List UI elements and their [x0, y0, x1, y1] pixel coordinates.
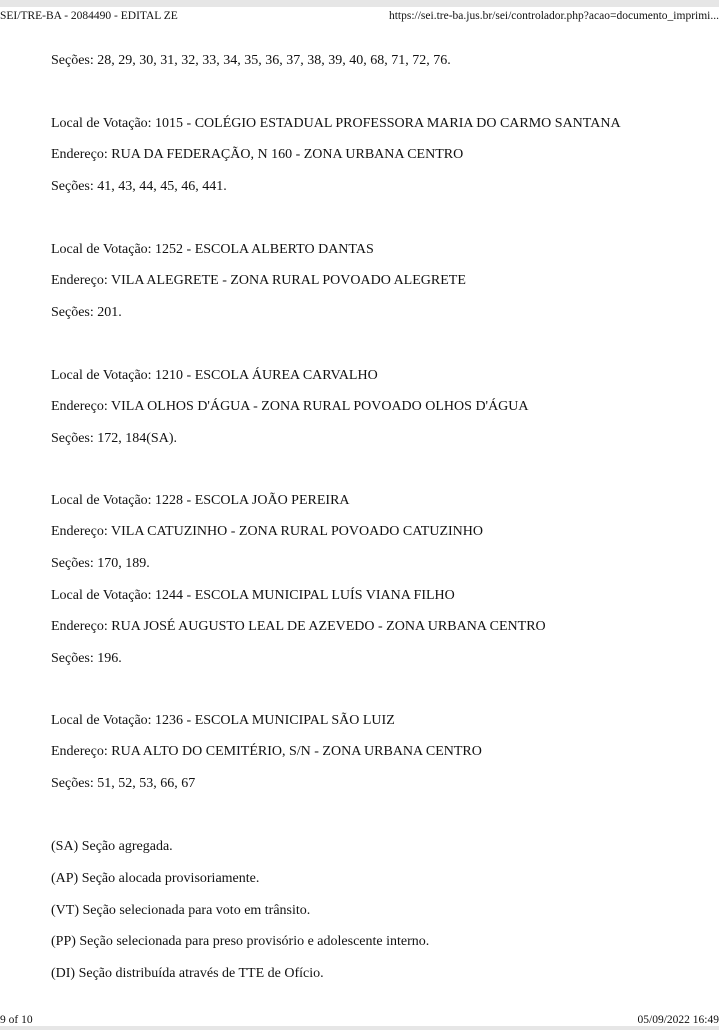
voting-location-line: Local de Votação: 1210 - ESCOLA ÁUREA CARVALHO: [51, 368, 378, 383]
voting-location-line: Local de Votação: 1252 - ESCOLA ALBERTO DANTAS: [51, 242, 374, 257]
sections-line: Seções: 41, 43, 44, 45, 46, 441.: [51, 179, 227, 194]
sections-line: Seções: 196.: [51, 651, 122, 666]
address-line: Endereço: VILA OLHOS D'ÁGUA - ZONA RURAL POVOADO OLHOS D'ÁGUA: [51, 399, 529, 414]
address-line: Endereço: RUA ALTO DO CEMITÉRIO, S/N - ZONA URBANA CENTRO: [51, 744, 482, 759]
address-line: Endereço: VILA ALEGRETE - ZONA RURAL POVOADO ALEGRETE: [51, 273, 466, 288]
legend-item: (VT) Seção selecionada para voto em trânsito.: [51, 903, 311, 918]
legend-item: (AP) Seção alocada provisoriamente.: [51, 871, 260, 886]
sections-line: Seções: 201.: [51, 305, 122, 320]
voting-location-line: Local de Votação: 1236 - ESCOLA MUNICIPAL SÃO LUIZ: [51, 713, 395, 728]
address-line: Endereço: RUA JOSÉ AUGUSTO LEAL DE AZEVEDO - ZONA URBANA CENTRO: [51, 619, 546, 634]
document-title: SEI/TRE-BA - 2084490 - EDITAL ZE: [0, 10, 178, 22]
legend-item: (PP) Seção selecionada para preso provisório e adolescente interno.: [51, 934, 430, 949]
voting-location-line: Local de Votação: 1228 - ESCOLA JOÃO PEREIRA: [51, 493, 350, 508]
sections-line: Seções: 28, 29, 30, 31, 32, 33, 34, 35, 36, 37, 38, 39, 40, 68, 71, 72, 76.: [51, 53, 451, 68]
print-header-bar: [0, 0, 719, 7]
voting-location-line: Local de Votação: 1244 - ESCOLA MUNICIPAL LUÍS VIANA FILHO: [51, 588, 455, 603]
print-footer-bar: [0, 1026, 719, 1030]
print-header: [0, 8, 719, 24]
legend-item: (SA) Seção agregada.: [51, 839, 173, 854]
print-datetime: 05/09/2022 16:49: [637, 1014, 719, 1026]
page-number: 9 of 10: [0, 1014, 33, 1026]
sections-line: Seções: 172, 184(SA).: [51, 431, 177, 446]
legend-item: (DI) Seção distribuída através de TTE de Ofício.: [51, 966, 324, 981]
address-line: Endereço: RUA DA FEDERAÇÃO, N 160 - ZONA URBANA CENTRO: [51, 147, 464, 162]
document-url: https://sei.tre-ba.jus.br/sei/controlador.php?acao=documento_imprimi...: [388, 10, 719, 22]
voting-location-line: Local de Votação: 1015 - COLÉGIO ESTADUAL PROFESSORA MARIA DO CARMO SANTANA: [51, 116, 621, 131]
sections-line: Seções: 51, 52, 53, 66, 67: [51, 776, 196, 791]
sections-line: Seções: 170, 189.: [51, 556, 150, 571]
address-line: Endereço: VILA CATUZINHO - ZONA RURAL POVOADO CATUZINHO: [51, 524, 484, 539]
